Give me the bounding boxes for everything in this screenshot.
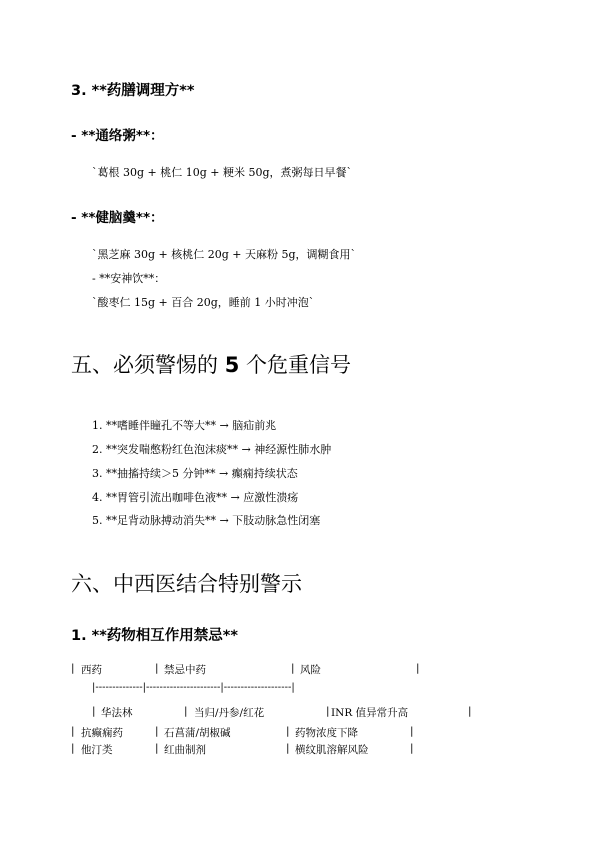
title-number: 5	[224, 353, 240, 377]
table-pipe: |	[71, 742, 75, 754]
table-pipe: |	[410, 742, 414, 754]
section-heading-diet: 3. **药膳调理方**	[71, 83, 195, 99]
table-cell: 横纹肌溶解风险	[295, 744, 369, 756]
table-pipe: |	[155, 725, 159, 737]
table-cell: 药物浓度下降	[295, 727, 358, 739]
recipe-label-jiannao: - **健脑羹**：	[71, 210, 164, 226]
table-pipe: |	[416, 662, 420, 674]
signal-item-2: 2. **突发喘憋粉红色泡沫痰** → 神经源性肺水肿	[92, 443, 332, 456]
table-pipe: |	[468, 705, 472, 717]
subsection-heading-interactions: 1. **药物相互作用禁忌**	[71, 628, 238, 644]
table-pipe: |	[184, 705, 188, 717]
table-pipe: |	[286, 725, 290, 737]
table-pipe: |	[92, 705, 96, 717]
recipe-text-jiannao: `黑芝麻 30g + 核桃仁 20g + 天麻粉 5g，调糊食用`	[92, 248, 357, 261]
recipe-label-anshen: - **安神饮**：	[92, 272, 166, 285]
table-pipe: |	[71, 725, 75, 737]
title-suffix: 个危重信号	[239, 353, 351, 377]
table-cell: 抗癫痫药	[81, 727, 123, 739]
recipe-text-tongluo: `葛根 30g + 桃仁 10g + 粳米 50g，煮粥每日早餐`	[92, 166, 353, 179]
table-cell: 他汀类	[81, 744, 113, 756]
table-cell: INR 值异常升高	[331, 707, 409, 719]
section-title-integration-warning: 六、中西医结合特别警示	[71, 572, 302, 596]
table-cell: 石菖蒲/胡椒碱	[164, 727, 231, 739]
table-pipe: |	[410, 725, 414, 737]
section-title-danger-signals	[71, 349, 351, 379]
signal-item-4: 4. **胃管引流出咖啡色液** → 应激性溃疡	[92, 491, 299, 504]
table-pipe: |	[155, 742, 159, 754]
table-header-cell: 风险	[300, 664, 321, 676]
table-pipe: |	[71, 662, 75, 674]
table-cell: 华法林	[101, 707, 133, 719]
table-cell: 当归/丹参/红花	[194, 707, 265, 719]
recipe-text-anshen: `酸枣仁 15g + 百合 20g，睡前 1 小时冲泡`	[92, 296, 315, 309]
recipe-label-tongluo: - **通络粥**：	[71, 128, 164, 144]
table-pipe: |	[326, 705, 330, 717]
table-pipe: |	[286, 742, 290, 754]
table-header-cell: 禁忌中药	[164, 664, 206, 676]
table-header-cell: 西药	[81, 664, 102, 676]
signal-item-5: 5. **足背动脉搏动消失** → 下肢动脉急性闭塞	[92, 514, 321, 527]
signal-item-3: 3. **抽搐持续＞5 分钟** → 癫痫持续状态	[92, 467, 298, 480]
table-pipe: |	[291, 662, 295, 674]
table-separator: |--------------|----------------------|--------------------|	[92, 682, 295, 693]
table-cell: 红曲制剂	[164, 744, 206, 756]
table-pipe: |	[155, 662, 159, 674]
signal-item-1: 1. **嗜睡伴瞳孔不等大** → 脑疝前兆	[92, 419, 277, 432]
title-prefix: 五、必须警惕的	[71, 353, 225, 377]
